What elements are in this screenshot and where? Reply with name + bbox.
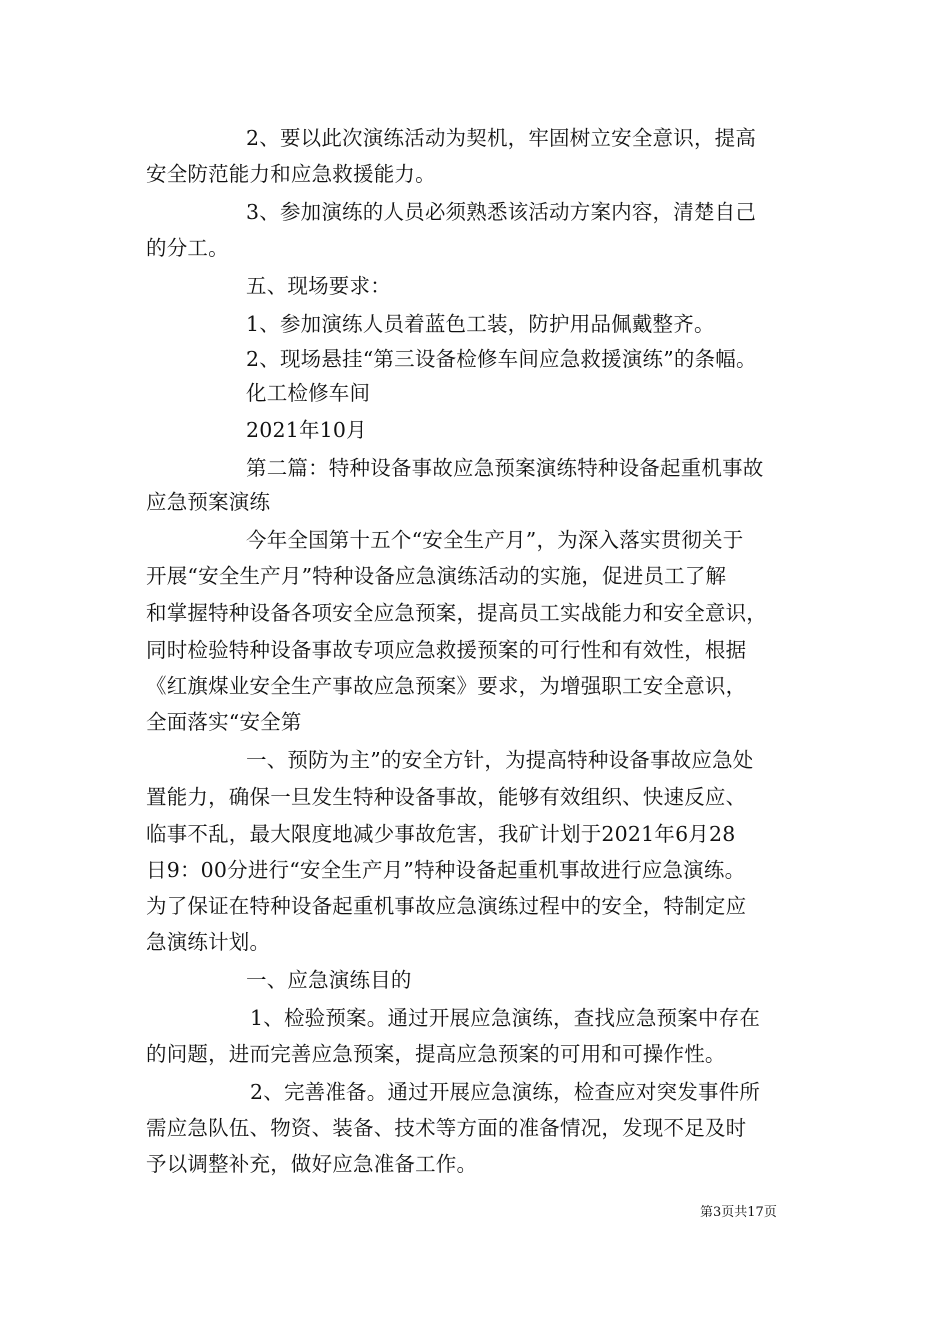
paragraph-line: 一、预防为主”的安全方针，为提高特种设备事故应急处 [246,748,754,772]
section-heading: 五、现场要求： [246,274,391,298]
paragraph-line: 1、检验预案。通过开展应急演练，查找应急预案中存在 [250,1006,761,1030]
paragraph-line: 同时检验特种设备事故专项应急救援预案的可行性和有效性，根据 [146,638,747,662]
paragraph-line: 《红旗煤业安全生产事故应急预案》要求，为增强职工安全意识， [146,674,747,698]
paragraph-line: 临事不乱，最大限度地减少事故危害，我矿计划于2021年6月28 [146,822,736,846]
paragraph-line: 的分工。 [146,236,229,260]
paragraph-line: 需应急队伍、物资、装备、技术等方面的准备情况，发现不足及时 [146,1116,747,1140]
paragraph-line: 安全防范能力和应急救援能力。 [146,162,436,186]
paragraph-line: 今年全国第十五个“安全生产月”，为深入落实贯彻关于 [246,528,744,552]
paragraph-line: 予以调整补充，做好应急准备工作。 [146,1152,478,1176]
section-heading: 一、应急演练目的 [246,968,412,992]
paragraph-line: 2、要以此次演练活动为契机，牢固树立安全意识，提高 [246,126,757,150]
paragraph-line: 急演练计划。 [146,930,271,954]
paragraph-line: 日9：00分进行“安全生产月”特种设备起重机事故进行应急演练。 [146,858,746,882]
paragraph-line: 为了保证在特种设备起重机事故应急演练过程中的安全，特制定应 [146,894,747,918]
signature-date: 2021年10月 [246,418,367,442]
paragraph-line: 开展“安全生产月”特种设备应急演练活动的实施，促进员工了解 [146,564,727,588]
chapter-title: 应急预案演练 [146,490,271,514]
paragraph-line: 3、参加演练的人员必须熟悉该活动方案内容，清楚自己 [246,200,757,224]
chapter-title: 第二篇：特种设备事故应急预案演练特种设备起重机事故 [246,456,764,480]
paragraph-line: 2、现场悬挂“第三设备检修车间应急救援演练”的条幅。 [246,347,757,371]
paragraph-line: 和掌握特种设备各项安全应急预案，提高员工实战能力和安全意识， [146,601,767,625]
paragraph-line: 的问题，进而完善应急预案，提高应急预案的可用和可操作性。 [146,1042,726,1066]
paragraph-line: 1、参加演练人员着蓝色工装，防护用品佩戴整齐。 [246,312,715,336]
paragraph-line: 2、完善准备。通过开展应急演练，检查应对突发事件所 [250,1080,761,1104]
paragraph-line: 全面落实“安全第 [146,710,302,734]
signature-department: 化工检修车间 [246,381,371,405]
paragraph-line: 置能力，确保一旦发生特种设备事故，能够有效组织、快速反应、 [146,785,747,809]
page-number: 第3页共17页 [700,1205,777,1220]
